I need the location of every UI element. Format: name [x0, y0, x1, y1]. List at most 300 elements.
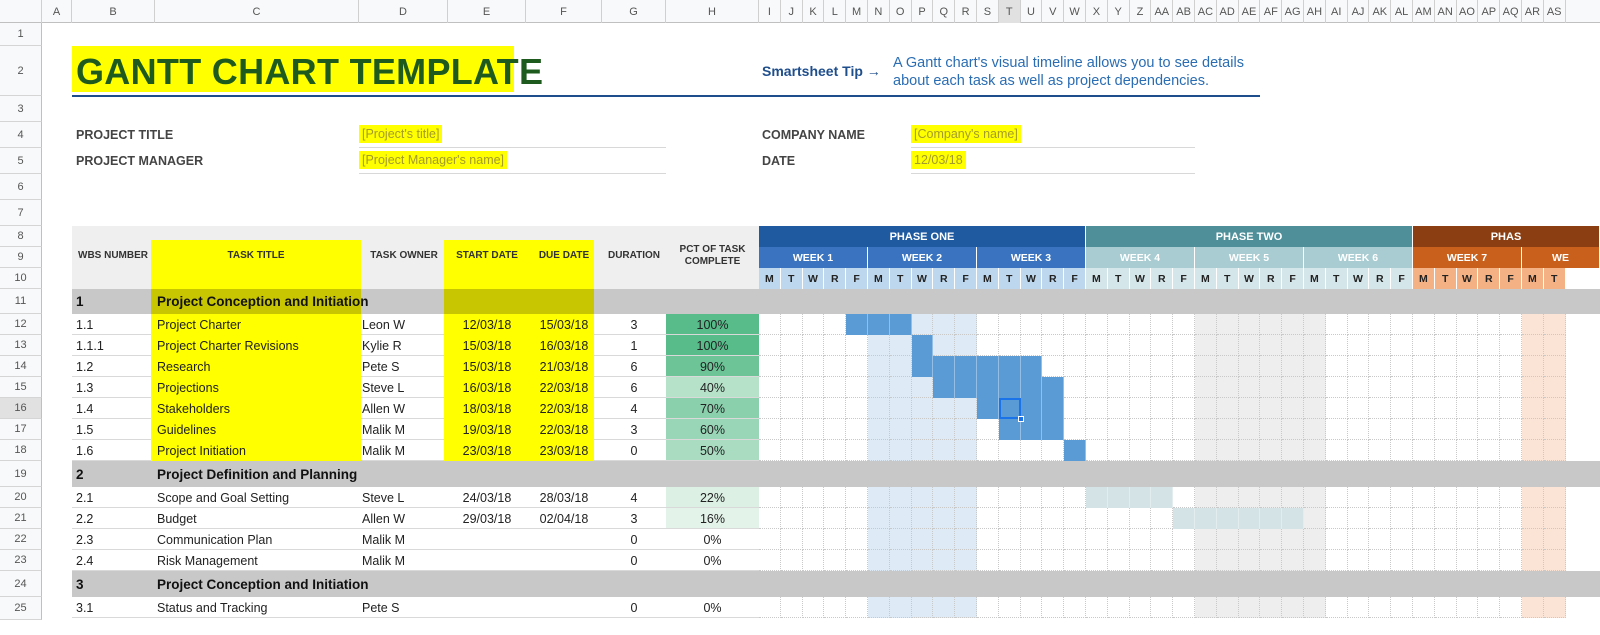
column-header-ar[interactable]: AR: [1522, 0, 1544, 23]
gantt-cell[interactable]: [1021, 440, 1043, 461]
column-header-p[interactable]: P: [912, 0, 934, 23]
gantt-cell[interactable]: [1239, 440, 1261, 461]
gantt-cell[interactable]: [1413, 314, 1435, 335]
task-pct-complete[interactable]: 60%: [699, 422, 726, 437]
gantt-cell[interactable]: [846, 597, 868, 618]
gantt-cell[interactable]: [1130, 419, 1152, 440]
gantt-cell[interactable]: [1282, 597, 1304, 618]
gantt-cell[interactable]: [1326, 335, 1348, 356]
gantt-cell[interactable]: [1021, 487, 1043, 508]
gantt-cell[interactable]: [1195, 335, 1217, 356]
day-11-header[interactable]: M: [977, 268, 999, 289]
column-header-ak[interactable]: AK: [1369, 0, 1391, 23]
task-wbs[interactable]: 1.2: [76, 359, 94, 374]
select-all-corner[interactable]: [0, 0, 42, 23]
gantt-cell[interactable]: [1457, 597, 1479, 618]
gantt-cell[interactable]: [1260, 550, 1282, 571]
gantt-cell[interactable]: [781, 529, 803, 550]
gantt-cell[interactable]: [1304, 377, 1326, 398]
gantt-cell[interactable]: [1304, 440, 1326, 461]
gantt-cell[interactable]: [1478, 550, 1500, 571]
gantt-cell[interactable]: [999, 597, 1021, 618]
row-header-15[interactable]: 15: [0, 377, 42, 398]
gantt-cell[interactable]: [1021, 335, 1043, 356]
task-due-date[interactable]: 22/03/18: [539, 380, 589, 395]
gantt-cell[interactable]: [1086, 597, 1108, 618]
gantt-cell[interactable]: [1260, 377, 1282, 398]
gantt-cell[interactable]: [1544, 314, 1566, 335]
gantt-cell[interactable]: [1522, 377, 1544, 398]
gantt-bar-segment[interactable]: [1021, 356, 1043, 377]
day-27-header[interactable]: T: [1326, 268, 1348, 289]
day-17-header[interactable]: T: [1108, 268, 1130, 289]
gantt-cell[interactable]: [912, 550, 934, 571]
gantt-cell[interactable]: [1108, 529, 1130, 550]
gantt-cell[interactable]: [1326, 419, 1348, 440]
task-wbs[interactable]: 1.1: [76, 317, 94, 332]
gantt-bar-segment[interactable]: [1021, 419, 1043, 440]
gantt-cell[interactable]: [1500, 335, 1522, 356]
column-header-j[interactable]: J: [781, 0, 803, 23]
gantt-cell[interactable]: [1130, 335, 1152, 356]
gantt-cell[interactable]: [1391, 550, 1413, 571]
gantt-cell[interactable]: [1239, 597, 1261, 618]
gantt-cell[interactable]: [803, 487, 825, 508]
gantt-cell[interactable]: [1348, 597, 1370, 618]
gantt-cell[interactable]: [1217, 529, 1239, 550]
gantt-cell[interactable]: [1413, 597, 1435, 618]
day-15-header[interactable]: F: [1064, 268, 1086, 289]
task-due-date[interactable]: 23/03/18: [539, 443, 589, 458]
gantt-cell[interactable]: [1544, 529, 1566, 550]
column-header-ai[interactable]: AI: [1326, 0, 1348, 23]
gantt-cell[interactable]: [1522, 487, 1544, 508]
task-owner[interactable]: Leon W: [362, 317, 406, 332]
gantt-cell[interactable]: [1239, 550, 1261, 571]
gantt-cell[interactable]: [1151, 597, 1173, 618]
task-owner[interactable]: Malik M: [362, 532, 406, 547]
gantt-bar-segment[interactable]: [1239, 508, 1261, 529]
task-title[interactable]: Communication Plan: [157, 532, 273, 547]
day-18-header[interactable]: W: [1130, 268, 1152, 289]
gantt-cell[interactable]: [1369, 377, 1391, 398]
gantt-cell[interactable]: [912, 597, 934, 618]
row-header-13[interactable]: 13: [0, 335, 42, 356]
gantt-cell[interactable]: [1282, 419, 1304, 440]
gantt-cell[interactable]: [824, 597, 846, 618]
gantt-cell[interactable]: [933, 487, 955, 508]
column-header-ag[interactable]: AG: [1282, 0, 1304, 23]
gantt-cell[interactable]: [803, 550, 825, 571]
gantt-cell[interactable]: [1478, 377, 1500, 398]
gantt-cell[interactable]: [1195, 597, 1217, 618]
gantt-cell[interactable]: [1260, 487, 1282, 508]
gantt-cell[interactable]: [1282, 356, 1304, 377]
gantt-cell[interactable]: [890, 419, 912, 440]
gantt-cell[interactable]: [781, 398, 803, 419]
gantt-cell[interactable]: [846, 335, 868, 356]
gantt-cell[interactable]: [1500, 440, 1522, 461]
task-start-date[interactable]: 24/03/18: [462, 490, 512, 505]
gantt-cell[interactable]: [1413, 440, 1435, 461]
gantt-cell[interactable]: [1108, 377, 1130, 398]
day-9-header[interactable]: R: [933, 268, 955, 289]
gantt-cell[interactable]: [1500, 487, 1522, 508]
gantt-cell[interactable]: [759, 440, 781, 461]
gantt-cell[interactable]: [1544, 398, 1566, 419]
column-header-a[interactable]: A: [42, 0, 72, 23]
gantt-cell[interactable]: [1457, 398, 1479, 419]
gantt-cell[interactable]: [824, 419, 846, 440]
gantt-cell[interactable]: [846, 419, 868, 440]
gantt-cell[interactable]: [1457, 335, 1479, 356]
task-owner[interactable]: Allen W: [362, 511, 406, 526]
day-29-header[interactable]: R: [1369, 268, 1391, 289]
gantt-cell[interactable]: [1130, 597, 1152, 618]
gantt-cell[interactable]: [1304, 398, 1326, 419]
gantt-cell[interactable]: [1064, 377, 1086, 398]
column-header-o[interactable]: O: [890, 0, 912, 23]
gantt-cell[interactable]: [1500, 377, 1522, 398]
task-duration[interactable]: 3: [630, 511, 638, 526]
task-due-date[interactable]: 28/03/18: [539, 490, 589, 505]
gantt-cell[interactable]: [1478, 314, 1500, 335]
gantt-cell[interactable]: [1369, 550, 1391, 571]
gantt-cell[interactable]: [933, 597, 955, 618]
gantt-cell[interactable]: [803, 508, 825, 529]
gantt-cell[interactable]: [912, 529, 934, 550]
gantt-cell[interactable]: [1217, 398, 1239, 419]
gantt-bar-segment[interactable]: [1064, 440, 1086, 461]
gantt-cell[interactable]: [890, 550, 912, 571]
gantt-cell[interactable]: [781, 487, 803, 508]
gantt-cell[interactable]: [846, 550, 868, 571]
task-owner[interactable]: Malik M: [362, 443, 406, 458]
gantt-cell[interactable]: [1086, 314, 1108, 335]
gantt-cell[interactable]: [1064, 314, 1086, 335]
gantt-bar-segment[interactable]: [977, 377, 999, 398]
gantt-cell[interactable]: [1413, 356, 1435, 377]
gantt-cell[interactable]: [1086, 356, 1108, 377]
day-4-header[interactable]: R: [824, 268, 846, 289]
gantt-cell[interactable]: [1369, 529, 1391, 550]
gantt-cell[interactable]: [1086, 398, 1108, 419]
week-4-header[interactable]: WEEK 4: [1086, 247, 1195, 268]
gantt-cell[interactable]: [977, 335, 999, 356]
section-title[interactable]: Project Conception and Initiation: [157, 576, 369, 592]
gantt-bar-segment[interactable]: [1021, 398, 1043, 419]
gantt-cell[interactable]: [999, 335, 1021, 356]
gantt-cell[interactable]: [977, 508, 999, 529]
gantt-cell[interactable]: [1348, 487, 1370, 508]
gantt-cell[interactable]: [1544, 419, 1566, 440]
gantt-cell[interactable]: [1435, 440, 1457, 461]
gantt-cell[interactable]: [933, 550, 955, 571]
gantt-cell[interactable]: [1326, 440, 1348, 461]
task-wbs[interactable]: 2.4: [76, 553, 94, 568]
column-header-t[interactable]: T: [999, 0, 1021, 23]
gantt-cell[interactable]: [1500, 419, 1522, 440]
column-header-v[interactable]: V: [1042, 0, 1064, 23]
column-header-an[interactable]: AN: [1435, 0, 1457, 23]
gantt-cell[interactable]: [1151, 550, 1173, 571]
gantt-cell[interactable]: [1108, 314, 1130, 335]
gantt-cell[interactable]: [803, 529, 825, 550]
task-title[interactable]: Guidelines: [157, 422, 217, 437]
day-36-header[interactable]: M: [1522, 268, 1544, 289]
gantt-cell[interactable]: [1435, 356, 1457, 377]
gantt-cell[interactable]: [1391, 335, 1413, 356]
task-title[interactable]: Research: [157, 359, 211, 374]
gantt-cell[interactable]: [1369, 419, 1391, 440]
gantt-bar-segment[interactable]: [933, 356, 955, 377]
gantt-cell[interactable]: [1042, 335, 1064, 356]
task-wbs[interactable]: 1.1.1: [76, 338, 104, 353]
task-pct-complete[interactable]: 100%: [696, 317, 729, 332]
day-20-header[interactable]: F: [1173, 268, 1195, 289]
gantt-cell[interactable]: [781, 377, 803, 398]
gantt-cell[interactable]: [1260, 529, 1282, 550]
gantt-cell[interactable]: [1413, 419, 1435, 440]
column-header-c[interactable]: C: [155, 0, 359, 23]
gantt-cell[interactable]: [759, 398, 781, 419]
gantt-cell[interactable]: [1260, 335, 1282, 356]
task-pct-complete[interactable]: 0%: [703, 532, 722, 547]
gantt-cell[interactable]: [890, 487, 912, 508]
task-title[interactable]: Projections: [157, 380, 219, 395]
task-owner[interactable]: Allen W: [362, 401, 406, 416]
gantt-cell[interactable]: [912, 419, 934, 440]
gantt-cell[interactable]: [1544, 335, 1566, 356]
column-header-ae[interactable]: AE: [1239, 0, 1261, 23]
gantt-cell[interactable]: [824, 314, 846, 335]
column-header-aq[interactable]: AQ: [1500, 0, 1522, 23]
gantt-cell[interactable]: [759, 356, 781, 377]
gantt-cell[interactable]: [1369, 597, 1391, 618]
gantt-cell[interactable]: [1108, 419, 1130, 440]
gantt-cell[interactable]: [1478, 356, 1500, 377]
task-duration[interactable]: 0: [630, 600, 638, 615]
gantt-cell[interactable]: [1304, 419, 1326, 440]
row-header-25[interactable]: 25: [0, 597, 42, 620]
gantt-cell[interactable]: [1304, 550, 1326, 571]
gantt-cell[interactable]: [824, 550, 846, 571]
due-date-header[interactable]: DUE DATE: [538, 250, 590, 261]
gantt-cell[interactable]: [1544, 550, 1566, 571]
gantt-cell[interactable]: [1326, 529, 1348, 550]
gantt-cell[interactable]: [1260, 314, 1282, 335]
gantt-cell[interactable]: [1326, 487, 1348, 508]
day-28-header[interactable]: W: [1348, 268, 1370, 289]
gantt-cell[interactable]: [803, 335, 825, 356]
day-22-header[interactable]: T: [1217, 268, 1239, 289]
gantt-cell[interactable]: [1217, 550, 1239, 571]
gantt-bar-segment[interactable]: [933, 377, 955, 398]
column-header-b[interactable]: B: [72, 0, 155, 23]
day-34-header[interactable]: R: [1478, 268, 1500, 289]
task-title[interactable]: Project Charter: [157, 317, 242, 332]
gantt-cell[interactable]: [759, 335, 781, 356]
gantt-cell[interactable]: [1348, 550, 1370, 571]
day-25-header[interactable]: F: [1282, 268, 1304, 289]
gantt-cell[interactable]: [1086, 377, 1108, 398]
gantt-cell[interactable]: [846, 508, 868, 529]
column-header-ah[interactable]: AH: [1304, 0, 1326, 23]
column-header-k[interactable]: K: [803, 0, 825, 23]
gantt-cell[interactable]: [868, 419, 890, 440]
gantt-cell[interactable]: [955, 487, 977, 508]
gantt-cell[interactable]: [1369, 508, 1391, 529]
gantt-cell[interactable]: [1086, 335, 1108, 356]
gantt-cell[interactable]: [868, 356, 890, 377]
gantt-cell[interactable]: [1260, 597, 1282, 618]
day-37-header[interactable]: T: [1544, 268, 1566, 289]
gantt-cell[interactable]: [999, 529, 1021, 550]
gantt-cell[interactable]: [977, 597, 999, 618]
task-wbs[interactable]: 2.3: [76, 532, 94, 547]
gantt-cell[interactable]: [1282, 314, 1304, 335]
gantt-cell[interactable]: [1348, 398, 1370, 419]
gantt-cell[interactable]: [1478, 398, 1500, 419]
gantt-cell[interactable]: [999, 440, 1021, 461]
gantt-cell[interactable]: [890, 377, 912, 398]
row-header-17[interactable]: 17: [0, 419, 42, 440]
gantt-cell[interactable]: [1108, 398, 1130, 419]
column-header-l[interactable]: L: [824, 0, 846, 23]
gantt-cell[interactable]: [1173, 377, 1195, 398]
gantt-cell[interactable]: [1217, 487, 1239, 508]
gantt-cell[interactable]: [977, 314, 999, 335]
gantt-cell[interactable]: [824, 508, 846, 529]
gantt-cell[interactable]: [1260, 419, 1282, 440]
duration-header[interactable]: DURATION: [607, 250, 661, 261]
gantt-cell[interactable]: [912, 508, 934, 529]
gantt-cell[interactable]: [1478, 440, 1500, 461]
gantt-cell[interactable]: [955, 597, 977, 618]
column-header-z[interactable]: Z: [1130, 0, 1152, 23]
gantt-cell[interactable]: [803, 377, 825, 398]
gantt-cell[interactable]: [759, 529, 781, 550]
gantt-cell[interactable]: [1413, 529, 1435, 550]
gantt-cell[interactable]: [868, 440, 890, 461]
gantt-cell[interactable]: [1326, 597, 1348, 618]
gantt-bar-segment[interactable]: [1260, 508, 1282, 529]
phase-2-header[interactable]: PHASE TWO: [1086, 226, 1413, 247]
gantt-cell[interactable]: [1064, 487, 1086, 508]
gantt-cell[interactable]: [1457, 377, 1479, 398]
week-3-header[interactable]: WEEK 3: [977, 247, 1086, 268]
gantt-cell[interactable]: [1064, 335, 1086, 356]
gantt-cell[interactable]: [912, 377, 934, 398]
gantt-cell[interactable]: [1151, 314, 1173, 335]
task-wbs[interactable]: 1.3: [76, 380, 94, 395]
gantt-cell[interactable]: [1348, 335, 1370, 356]
gantt-bar-segment[interactable]: [912, 335, 934, 356]
task-duration[interactable]: 0: [630, 553, 638, 568]
gantt-cell[interactable]: [933, 440, 955, 461]
gantt-bar-segment[interactable]: [1217, 508, 1239, 529]
gantt-cell[interactable]: [1173, 335, 1195, 356]
task-duration[interactable]: 6: [630, 380, 638, 395]
day-13-header[interactable]: W: [1021, 268, 1043, 289]
column-header-r[interactable]: R: [955, 0, 977, 23]
page-title[interactable]: GANTT CHART TEMPLATE: [76, 51, 544, 92]
gantt-cell[interactable]: [912, 314, 934, 335]
column-header-ap[interactable]: AP: [1478, 0, 1500, 23]
gantt-cell[interactable]: [781, 508, 803, 529]
task-start-date[interactable]: [448, 597, 526, 618]
gantt-cell[interactable]: [977, 419, 999, 440]
gantt-cell[interactable]: [1195, 377, 1217, 398]
day-5-header[interactable]: F: [846, 268, 868, 289]
gantt-cell[interactable]: [868, 529, 890, 550]
gantt-cell[interactable]: [1369, 440, 1391, 461]
gantt-cell[interactable]: [1195, 529, 1217, 550]
gantt-cell[interactable]: [977, 487, 999, 508]
gantt-bar-segment[interactable]: [999, 377, 1021, 398]
gantt-cell[interactable]: [1522, 597, 1544, 618]
gantt-cell[interactable]: [1173, 550, 1195, 571]
gantt-cell[interactable]: [1217, 377, 1239, 398]
task-duration[interactable]: 4: [630, 490, 638, 505]
gantt-cell[interactable]: [1195, 487, 1217, 508]
gantt-bar-segment[interactable]: [846, 314, 868, 335]
gantt-cell[interactable]: [1021, 529, 1043, 550]
gantt-cell[interactable]: [933, 508, 955, 529]
gantt-cell[interactable]: [1391, 398, 1413, 419]
gantt-cell[interactable]: [1217, 419, 1239, 440]
gantt-cell[interactable]: [1304, 487, 1326, 508]
gantt-cell[interactable]: [1391, 377, 1413, 398]
gantt-cell[interactable]: [955, 335, 977, 356]
gantt-cell[interactable]: [1282, 550, 1304, 571]
gantt-cell[interactable]: [1304, 335, 1326, 356]
task-wbs[interactable]: 1.5: [76, 422, 94, 437]
gantt-cell[interactable]: [1413, 487, 1435, 508]
gantt-cell[interactable]: [1457, 487, 1479, 508]
task-start-date[interactable]: [448, 529, 526, 550]
gantt-cell[interactable]: [1500, 597, 1522, 618]
gantt-cell[interactable]: [1413, 335, 1435, 356]
gantt-cell[interactable]: [759, 377, 781, 398]
gantt-bar-segment[interactable]: [955, 377, 977, 398]
gantt-cell[interactable]: [912, 398, 934, 419]
gantt-bar-segment[interactable]: [1151, 487, 1173, 508]
gantt-cell[interactable]: [1173, 487, 1195, 508]
row-header-24[interactable]: 24: [0, 571, 42, 597]
gantt-cell[interactable]: [1021, 508, 1043, 529]
gantt-cell[interactable]: [1522, 314, 1544, 335]
gantt-bar-segment[interactable]: [1042, 377, 1064, 398]
task-start-date[interactable]: 23/03/18: [462, 443, 512, 458]
gantt-cell[interactable]: [890, 508, 912, 529]
gantt-cell[interactable]: [1151, 508, 1173, 529]
gantt-cell[interactable]: [1042, 550, 1064, 571]
gantt-cell[interactable]: [846, 398, 868, 419]
gantt-cell[interactable]: [1369, 314, 1391, 335]
row-header-7[interactable]: 7: [0, 200, 42, 226]
gantt-cell[interactable]: [1260, 356, 1282, 377]
gantt-cell[interactable]: [1108, 335, 1130, 356]
column-header-e[interactable]: E: [448, 0, 526, 23]
gantt-cell[interactable]: [890, 356, 912, 377]
gantt-cell[interactable]: [1108, 356, 1130, 377]
gantt-cell[interactable]: [868, 398, 890, 419]
gantt-cell[interactable]: [1217, 314, 1239, 335]
gantt-cell[interactable]: [1086, 419, 1108, 440]
task-owner[interactable]: Pete S: [362, 600, 400, 615]
gantt-cell[interactable]: [890, 440, 912, 461]
